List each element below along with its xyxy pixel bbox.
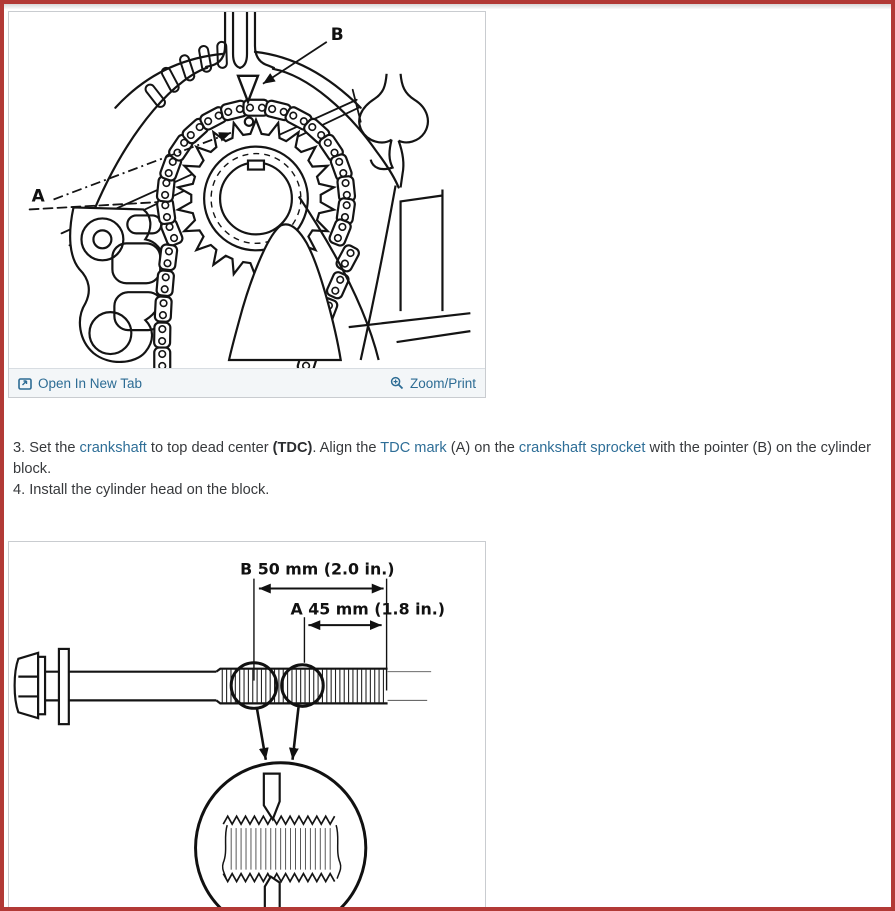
dimension-b-label: B 50 mm (2.0 in.) xyxy=(240,559,395,579)
step-4-text: 4. Install the cylinder head on the block. xyxy=(13,482,270,498)
tdc-mark-dot xyxy=(245,118,253,126)
open-in-new-tab-icon xyxy=(18,377,32,390)
step-3-text xyxy=(13,438,883,480)
text-span: (A) on the xyxy=(446,440,519,456)
figure-timing-chain-image[interactable] xyxy=(9,12,485,368)
pointer-triangle xyxy=(238,76,258,102)
top-shade xyxy=(4,4,891,9)
open-in-new-tab-label: Open In New Tab xyxy=(38,375,143,391)
figure-head-bolt xyxy=(8,541,486,911)
gauge-blade-lower xyxy=(265,877,280,911)
zoom-magnifier-icon xyxy=(390,376,404,390)
figure-head-bolt-image[interactable] xyxy=(9,542,485,911)
text-link[interactable]: crankshaft xyxy=(79,440,147,456)
text-span: with the pointer (B) on the cylinder block. xyxy=(13,440,871,477)
figure-toolbar xyxy=(9,368,485,397)
bold-text: (TDC) xyxy=(272,440,313,456)
text-link[interactable]: crankshaft sprocket xyxy=(518,440,646,456)
text-span: to top dead center xyxy=(146,440,273,456)
head-bolt-drawing xyxy=(9,542,486,911)
dimension-a-label: A 45 mm (1.8 in.) xyxy=(290,599,446,619)
label-a: A xyxy=(31,185,45,206)
text-span: 3. Set the xyxy=(13,440,80,456)
label-b: B xyxy=(330,23,344,44)
open-in-new-tab-link[interactable] xyxy=(18,376,142,391)
zoom-print-link[interactable] xyxy=(390,376,476,391)
timing-chain-drawing xyxy=(9,12,487,368)
text-link[interactable]: TDC mark xyxy=(380,440,447,456)
figure-timing-chain xyxy=(8,11,486,398)
text-span: . Align the xyxy=(312,440,381,456)
zoom-print-label: Zoom/Print xyxy=(409,375,476,391)
instruction-steps xyxy=(13,438,883,501)
